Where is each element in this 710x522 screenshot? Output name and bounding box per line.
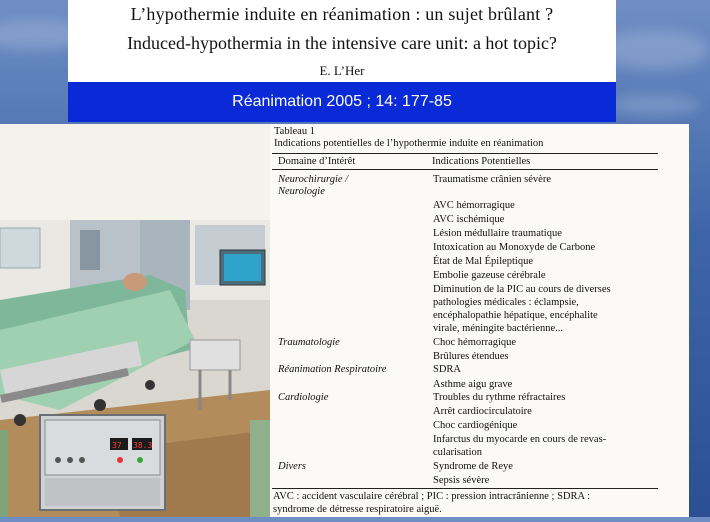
background-cloud (600, 30, 710, 70)
indication-item: pathologies médicales : éclampsie, (433, 297, 579, 308)
indication-item: Infarctus du myocarde en cours de revas- (433, 434, 607, 445)
device-readout-right: 38.3 (133, 441, 153, 450)
background-cloud (610, 95, 700, 115)
indication-item: Embolie gazeuse cérébrale (433, 270, 546, 281)
indication-item: Choc cardiogénique (433, 420, 518, 431)
indication-item: virale, méningite bactérienne... (433, 323, 564, 334)
domain-neurochirurgie: Neurochirurgie / (278, 174, 349, 185)
journal-reference: Réanimation 2005 ; 14: 177-85 (68, 82, 616, 122)
indication-item: cularisation (433, 447, 482, 458)
footnote-line: syndrome de détresse respiratoire aiguë. (273, 504, 442, 515)
domain-reanimation-respiratoire: Réanimation Respiratoire (278, 364, 387, 375)
indication-item: encéphalopathie hépatique, encéphalite (433, 310, 598, 321)
article-title-english: Induced-hypothermia in the intensive care unit: a hot topic? (127, 33, 557, 53)
indication-item: Asthme aigu grave (433, 379, 513, 390)
domain-cardiologie: Cardiologie (278, 392, 329, 403)
indication-item: Choc hémorragique (433, 337, 517, 348)
indication-item: Intoxication au Monoxyde de Carbone (433, 242, 596, 253)
indication-item: Traumatisme crânien sévère (433, 174, 551, 185)
domain-neurologie: Neurologie (278, 186, 325, 197)
table-rule-top (272, 153, 658, 154)
indication-item: Diminution de la PIC au cours de diverses (433, 284, 611, 295)
column-header-indications: Indications Potentielles (432, 156, 531, 167)
indication-item: Lésion médullaire traumatique (433, 228, 562, 239)
footnote-line: AVC : accident vasculaire cérébral ; PIC : pression intracrânienne ; SDRA : (273, 491, 591, 502)
indication-item: Syndrome de Reye (433, 461, 513, 472)
indication-item: État de Mal Épileptique (433, 256, 534, 267)
article-title-french: L’hypothermie induite en réanimation : un sujet brûlant ? (130, 4, 554, 24)
table-rule-bottom (272, 488, 658, 489)
indication-item: Troubles du rythme réfractaires (433, 392, 566, 403)
title-box (68, 0, 616, 82)
indication-item: SDRA (433, 364, 462, 375)
table-rule-header (272, 169, 658, 170)
justification-panel (0, 124, 270, 220)
device-readout-left: 37 (112, 441, 122, 450)
indication-item: AVC ischémique (433, 214, 505, 225)
domain-traumatologie: Traumatologie (278, 337, 340, 348)
column-header-domain: Domaine d’Intérêt (278, 156, 356, 167)
article-author: E. L’Her (319, 63, 365, 78)
indication-item: Brûlures étendues (433, 351, 509, 362)
indication-item: AVC hémorragique (433, 200, 515, 211)
table-subtitle: Indications potentielles de l’hypothermie induite en réanimation (274, 138, 544, 149)
icu-photo (0, 220, 270, 517)
indication-item: Arrêt cardiocirculatoire (433, 406, 532, 417)
table-title: Tableau 1 (274, 126, 315, 137)
domain-divers: Divers (278, 461, 306, 472)
indications-table (270, 124, 689, 517)
table-footnote (273, 490, 683, 516)
indication-item: Sepsis sévère (433, 475, 490, 486)
